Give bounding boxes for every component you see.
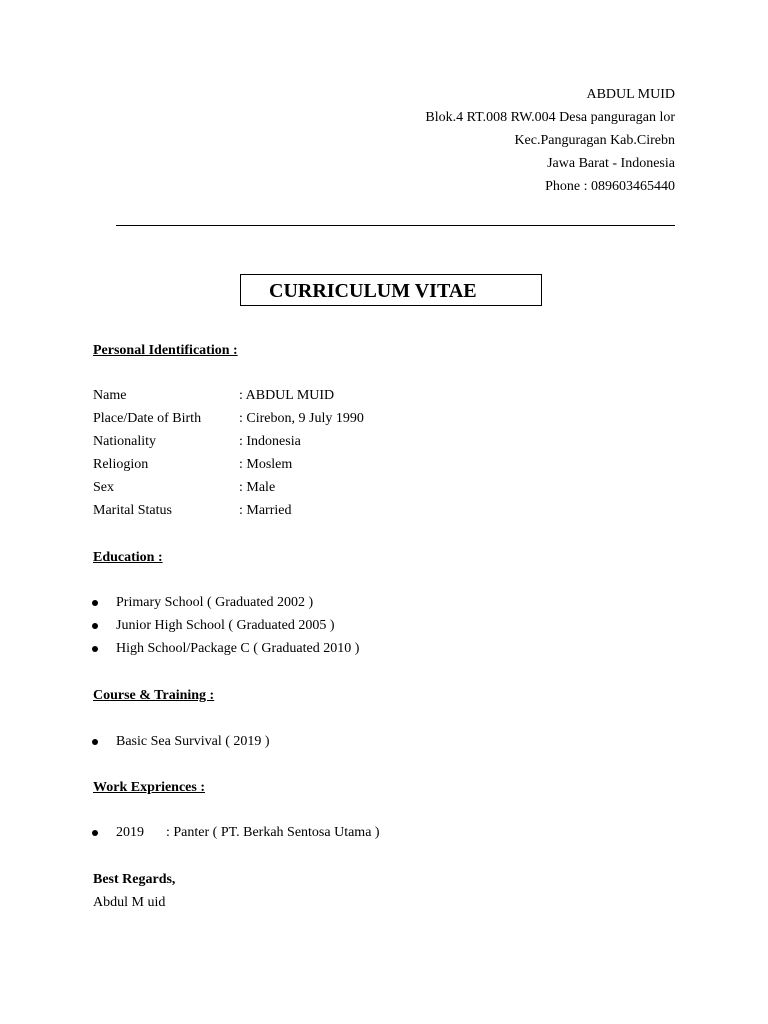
training-item: Basic Sea Survival ( 2019 )	[116, 734, 270, 749]
bullet-icon	[92, 600, 98, 606]
bullet-icon	[92, 623, 98, 629]
personal-value-marital: : Married	[239, 503, 292, 518]
header-phone: Phone : 089603465440	[545, 179, 675, 194]
personal-label-birth: Place/Date of Birth	[93, 411, 202, 426]
closing-signature: Abdul M uid	[93, 895, 166, 910]
work-item-year: 2019	[116, 825, 144, 840]
personal-label-name: Name	[93, 388, 127, 403]
header-address-line3: Jawa Barat - Indonesia	[547, 156, 675, 171]
work-item-detail: : Panter ( PT. Berkah Sentosa Utama )	[166, 825, 380, 840]
personal-value-religion: : Moslem	[239, 457, 293, 472]
education-heading: Education :	[93, 550, 163, 565]
personal-value-sex: : Male	[239, 480, 276, 495]
personal-value-birth: : Cirebon, 9 July 1990	[239, 411, 364, 426]
personal-value-nationality: : Indonesia	[239, 434, 301, 449]
bullet-icon	[92, 739, 98, 745]
header-name: ABDUL MUID	[586, 87, 675, 102]
personal-label-marital: Marital Status	[93, 503, 172, 518]
header-address-line2: Kec.Panguragan Kab.Cirebn	[514, 133, 675, 148]
education-item: Primary School ( Graduated 2002 )	[116, 595, 314, 610]
closing-regards: Best Regards,	[93, 872, 176, 887]
education-item: Junior High School ( Graduated 2005 )	[116, 618, 335, 633]
personal-label-sex: Sex	[93, 480, 114, 495]
document-title: CURRICULUM VITAE	[269, 280, 477, 302]
personal-label-religion: Reliogion	[93, 457, 149, 472]
bullet-icon	[92, 646, 98, 652]
bullet-icon	[92, 830, 98, 836]
title-box	[240, 274, 542, 306]
work-heading: Work Expriences :	[93, 780, 205, 795]
header-address-line1: Blok.4 RT.008 RW.004 Desa panguragan lor	[425, 110, 675, 125]
personal-heading: Personal Identification :	[93, 343, 238, 358]
header-divider	[116, 225, 675, 226]
training-heading: Course & Training :	[93, 688, 215, 703]
personal-label-nationality: Nationality	[93, 434, 156, 449]
personal-value-name: : ABDUL MUID	[239, 388, 335, 403]
education-item: High School/Package C ( Graduated 2010 )	[116, 641, 360, 656]
